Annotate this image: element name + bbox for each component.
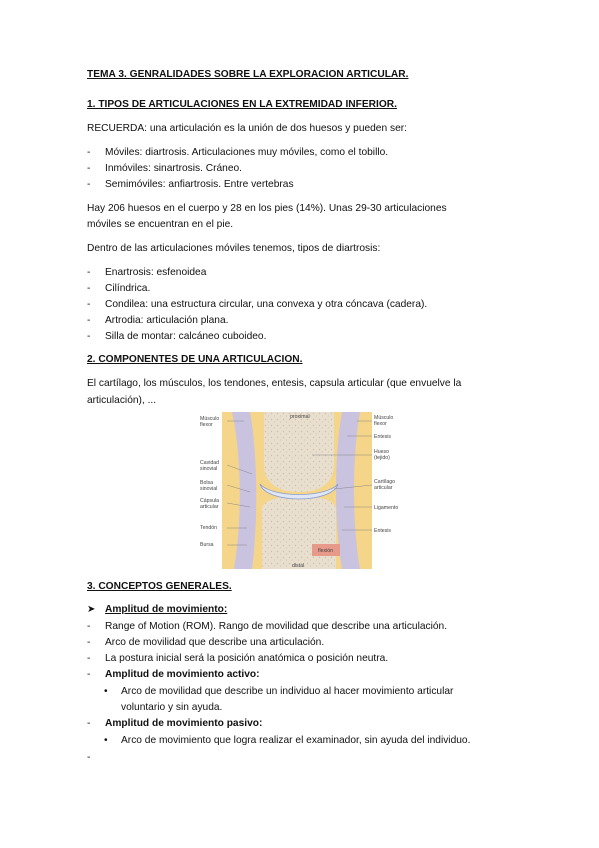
flexion-label: flexión	[318, 548, 333, 554]
list-dash: -	[87, 669, 91, 680]
list-dash: -	[87, 653, 91, 664]
joint-anatomy-figure	[192, 412, 412, 569]
list-dash: -	[87, 637, 91, 648]
left-label: sinovial	[200, 466, 218, 472]
list-item: Semimóviles: anfiartrosis. Entre vertebras	[105, 179, 294, 190]
left-label: articular	[200, 504, 219, 510]
list-dash: -	[87, 621, 91, 632]
right-label: Entesis	[374, 434, 392, 440]
upper-bone	[264, 412, 334, 492]
activo-heading: Amplitud de movimiento activo:	[105, 669, 260, 680]
left-label: Bursa	[200, 542, 214, 548]
right-label: articular	[374, 485, 393, 491]
left-label: Cavidad	[200, 460, 220, 466]
proximal-label: proximal	[290, 414, 310, 420]
bullet-text: Arco de movilidad que describe un individuo al hacer movimiento articular	[121, 686, 454, 697]
arrow-bullet-icon: ➤	[87, 604, 96, 615]
list-dash: -	[87, 299, 91, 310]
left-label: sinovial	[200, 486, 218, 492]
section-1-heading: 1. TIPOS DE ARTICULACIONES EN LA EXTREMIDAD INFERIOR.	[87, 99, 397, 110]
right-label: Músculo	[374, 415, 394, 421]
document-title: TEMA 3. GENRALIDADES SOBRE LA EXPLORACION ARTICULAR.	[87, 69, 409, 80]
right-label: Ligamento	[374, 505, 399, 511]
list-item: Cilíndrica.	[105, 283, 151, 294]
list-dash: -	[87, 315, 91, 326]
list-dash: -	[87, 179, 91, 190]
right-label: Entesis	[374, 528, 392, 534]
list-item: Arco de movilidad que describe una articulación.	[105, 637, 325, 648]
list-item: Móviles: diartrosis. Articulaciones muy móviles, como el tobillo.	[105, 147, 389, 158]
right-label: (tejido)	[374, 455, 390, 461]
right-label: flexor	[374, 421, 387, 427]
bullet-dot-icon: •	[104, 686, 108, 697]
left-label: Bolsa	[200, 480, 213, 486]
list-dash: -	[87, 752, 91, 763]
pasivo-heading: Amplitud de movimiento pasivo:	[105, 718, 263, 729]
distal-label: distal	[292, 563, 305, 569]
recuerda-text: RECUERDA: una articulación es la unión de dos huesos y pueden ser:	[87, 123, 407, 134]
list-item: Silla de montar: calcáneo cuboideo.	[105, 331, 267, 342]
section-2-heading: 2. COMPONENTES DE UNA ARTICULACION.	[87, 354, 303, 365]
list-item: Range of Motion (ROM). Rango de movilidad que describe una articulación.	[105, 621, 448, 632]
paragraph-line: móviles se encuentran en el pie.	[87, 219, 234, 230]
paragraph-line: El cartílago, los músculos, los tendones, entesis, capsula articular (que envuelve la	[87, 378, 462, 389]
left-label: Cápsula	[200, 498, 220, 504]
right-label: Cartílago	[374, 479, 396, 485]
list-dash: -	[87, 163, 91, 174]
list-dash: -	[87, 283, 91, 294]
right-label: Hueso	[374, 449, 389, 455]
paragraph-line: Dentro de las articulaciones móviles tenemos, tipos de diartrosis:	[87, 243, 381, 254]
lower-bone	[262, 496, 336, 569]
list-item: Inmóviles: sinartrosis. Cráneo.	[105, 163, 243, 174]
list-item: Condilea: una estructura circular, una convexa y otra cóncava (cadera).	[105, 299, 428, 310]
bullet-text: Arco de movimiento que logra realizar el examinador, sin ayuda del individuo.	[121, 735, 471, 746]
paragraph-line: articulación), ...	[87, 395, 157, 406]
section-3-heading: 3. CONCEPTOS GENERALES.	[87, 581, 232, 592]
list-item: Artrodia: articulación plana.	[105, 315, 229, 326]
amplitud-heading: Amplitud de movimiento:	[105, 604, 228, 615]
paragraph-line: Hay 206 huesos en el cuerpo y 28 en los pies (14%). Unas 29-30 articulaciones	[87, 203, 447, 214]
list-item: La postura inicial será la posición anatómica o posición neutra.	[105, 653, 389, 664]
list-dash: -	[87, 331, 91, 342]
left-label: Tendón	[200, 525, 218, 531]
list-item: Enartrosis: esfenoidea	[105, 267, 207, 278]
list-dash: -	[87, 147, 91, 158]
list-dash: -	[87, 267, 91, 278]
left-label: Músculo	[200, 416, 220, 422]
bullet-text: voluntario y sin ayuda.	[121, 702, 223, 713]
list-dash: -	[87, 718, 91, 729]
left-label: flexor	[200, 422, 213, 428]
bullet-dot-icon: •	[104, 735, 108, 746]
